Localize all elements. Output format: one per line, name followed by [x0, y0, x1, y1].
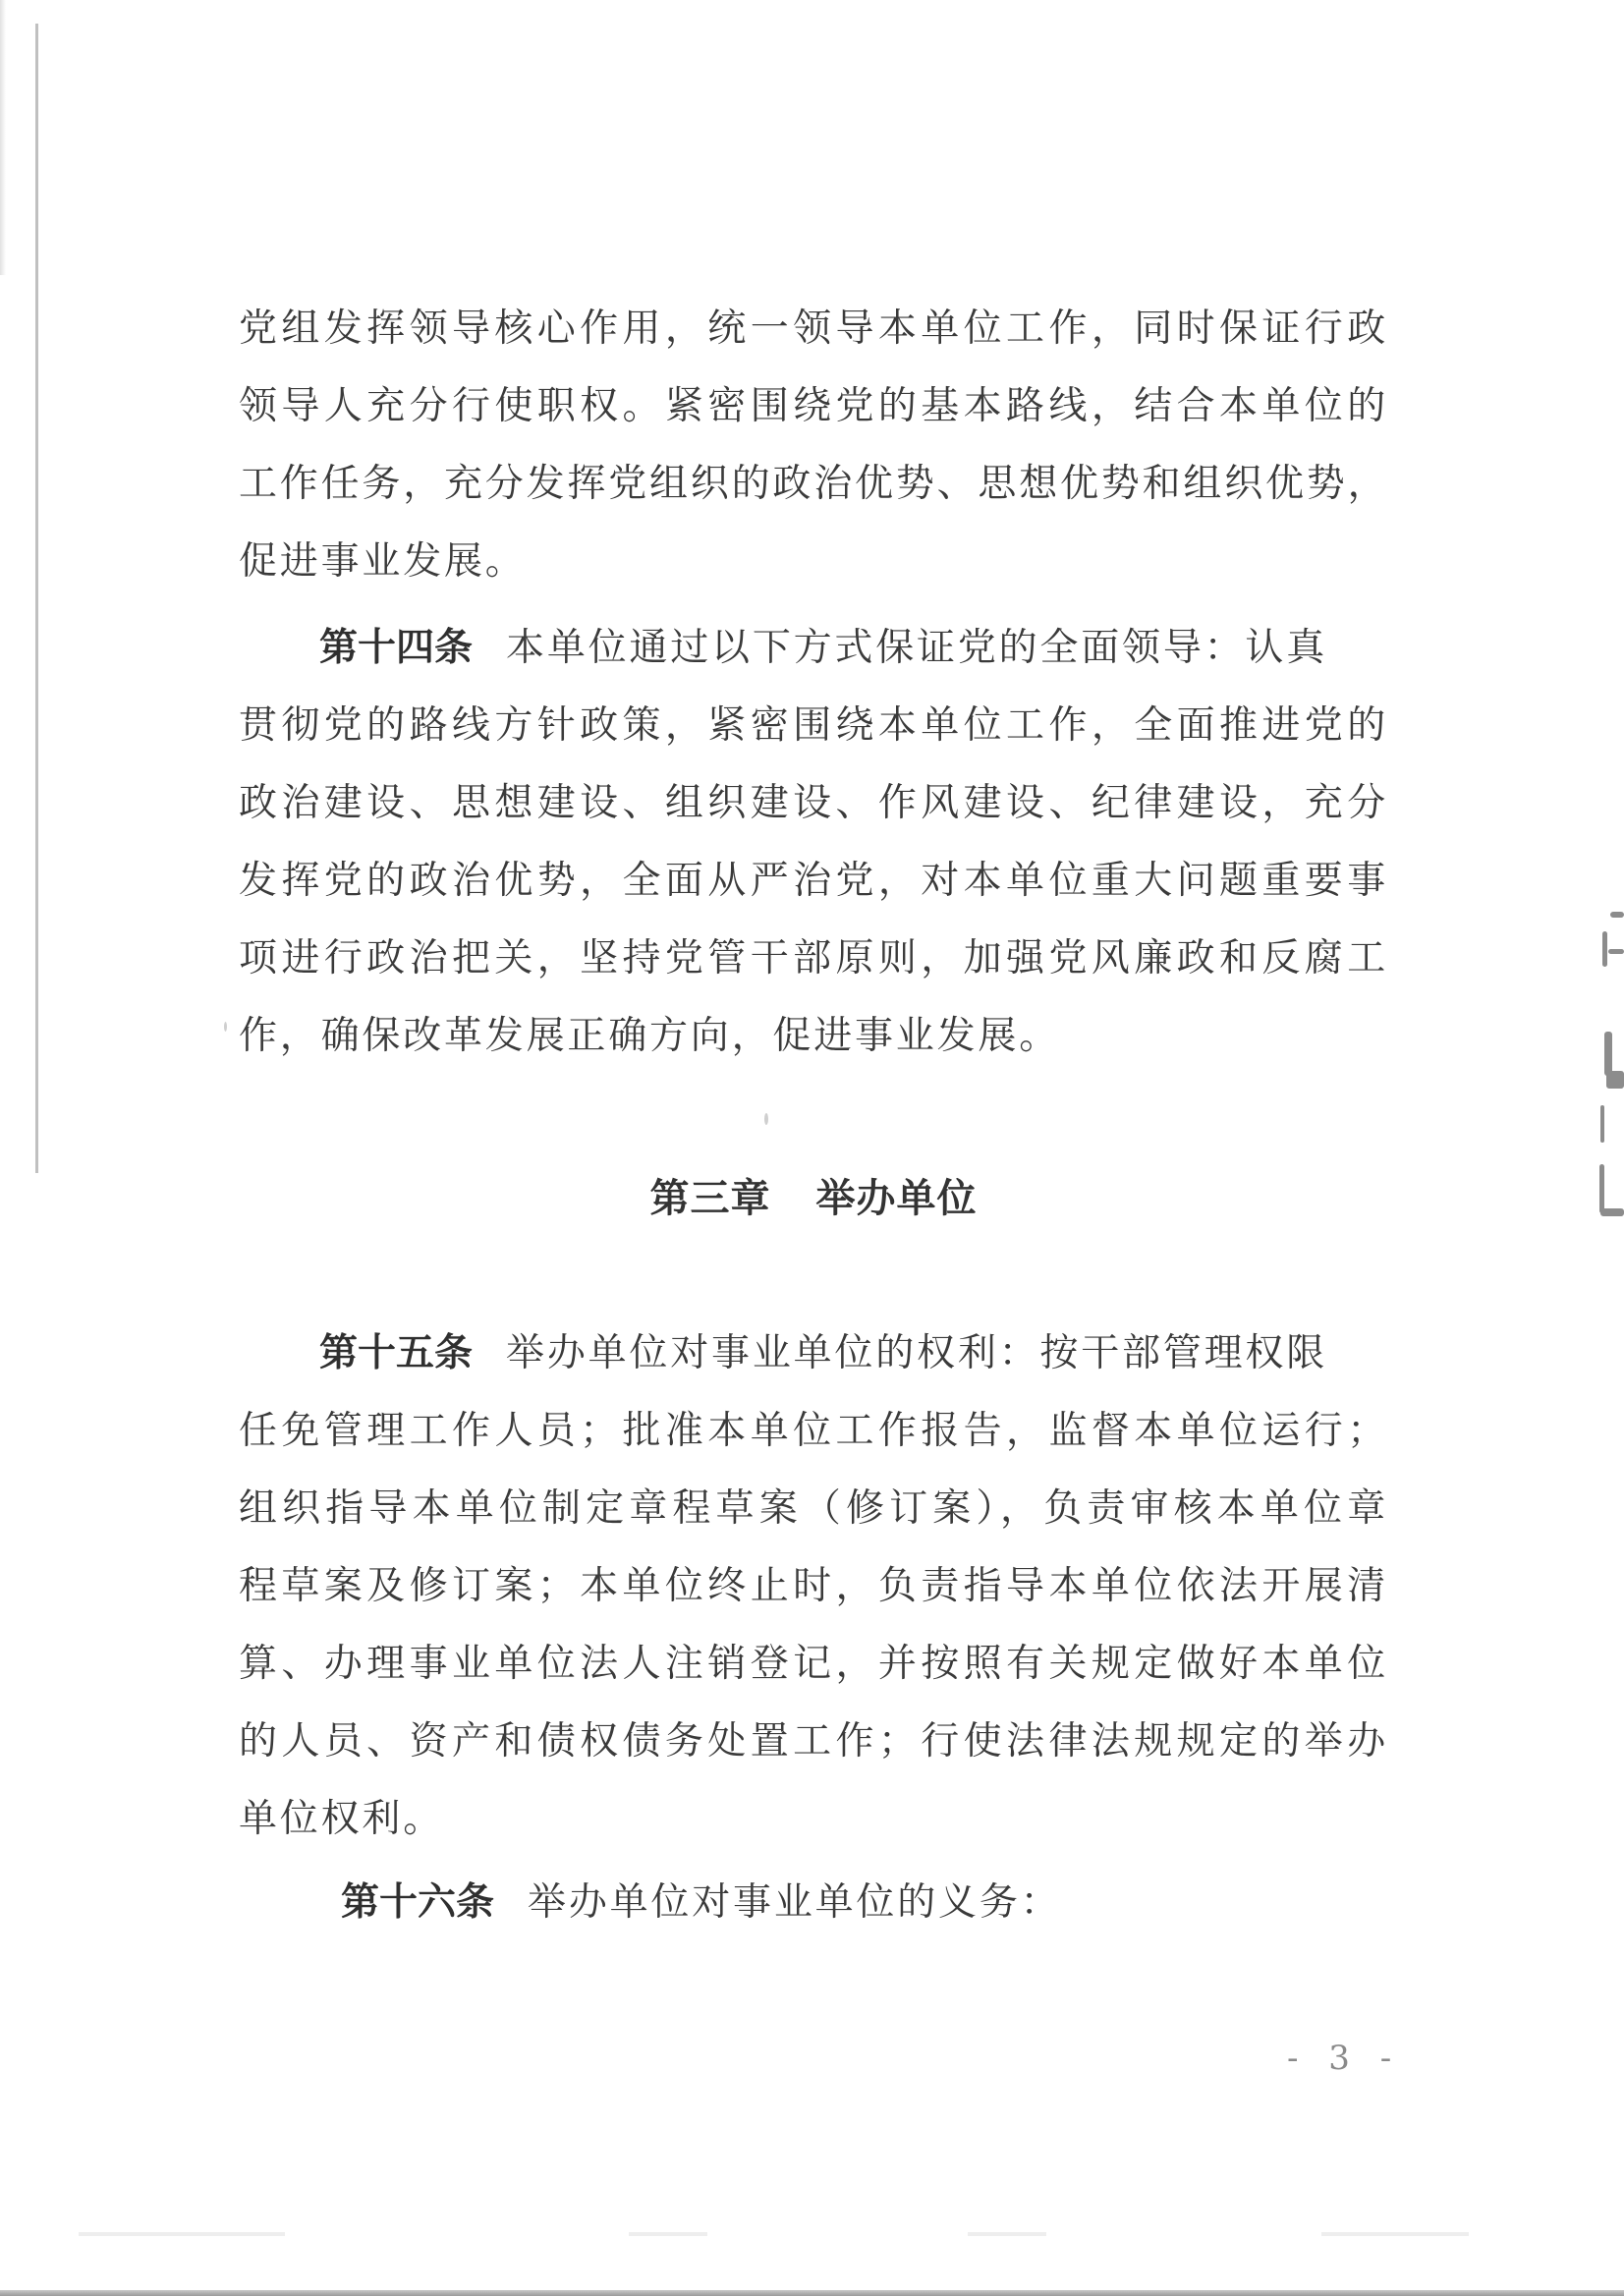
scan-bleed-through-marks — [1596, 884, 1624, 1218]
scan-ghost-text — [196, 2232, 285, 2236]
scan-edge-shadow — [0, 0, 6, 275]
text-line: 发挥党的政治优势，全面从严治党，对本单位重大问题重要事 — [239, 859, 1388, 903]
article-label: 第十六条 — [341, 1880, 495, 1925]
scan-speck — [224, 1022, 227, 1032]
chapter-number: 第三章 — [649, 1176, 771, 1221]
article-16-first-line — [239, 1874, 1388, 1932]
page-number: - 3 - — [1287, 2039, 1402, 2078]
scan-ghost-text — [1321, 2232, 1469, 2236]
text-line: 政治建设、思想建设、组织建设、作风建设、纪律建设，充分 — [239, 781, 1388, 825]
text-line: 作，确保改革发展正确方向，促进事业发展。 — [239, 1014, 1061, 1058]
text-line: 项进行政治把关，坚持党管干部原则，加强党风廉政和反腐工 — [239, 936, 1388, 980]
scan-ghost-text — [79, 2232, 206, 2236]
text-line: 组织指导本单位制定章程草案（修订案），负责审核本单位章 — [239, 1486, 1388, 1531]
article-text: 举办单位对事业单位的权利：按干部管理权限 — [506, 1331, 1328, 1375]
text-line: 促进事业发展。 — [239, 539, 527, 584]
text-line: 党组发挥领导核心作用，统一领导本单位工作，同时保证行政 — [239, 307, 1388, 351]
scan-ghost-text — [968, 2232, 1046, 2236]
chapter-heading — [239, 1169, 1388, 1228]
chapter-name: 举办单位 — [815, 1176, 978, 1221]
text-line: 程草案及修订案；本单位终止时，负责指导本单位依法开展清 — [239, 1564, 1388, 1608]
scan-ghost-text — [629, 2232, 707, 2236]
article-text: 举办单位对事业单位的义务： — [528, 1880, 1062, 1925]
text-line: 任免管理工作人员；批准本单位工作报告，监督本单位运行； — [239, 1409, 1388, 1453]
text-line: 领导人充分行使职权。紧密围绕党的基本路线，结合本单位的 — [239, 384, 1388, 428]
text-line: 算、办理事业单位法人注销登记，并按照有关规定做好本单位 — [239, 1642, 1388, 1686]
text-line: 的人员、资产和债权债务处置工作；行使法律法规规定的举办 — [239, 1719, 1388, 1764]
article-label: 第十四条 — [319, 626, 474, 670]
article-14-first-line — [239, 619, 1388, 678]
article-label: 第十五条 — [319, 1331, 474, 1375]
text-line: 单位权利。 — [239, 1797, 445, 1841]
binding-margin-line — [35, 24, 38, 1173]
text-line: 工作任务，充分发挥党组织的政治优势、思想优势和组织优势， — [239, 462, 1389, 506]
article-text: 本单位通过以下方式保证党的全面领导：认真 — [506, 626, 1328, 670]
text-line: 贯彻党的路线方针政策，紧密围绕本单位工作，全面推进党的 — [239, 703, 1388, 748]
scan-speck — [764, 1113, 768, 1125]
article-15-first-line — [239, 1324, 1388, 1383]
scan-bottom-edge — [0, 2290, 1624, 2296]
